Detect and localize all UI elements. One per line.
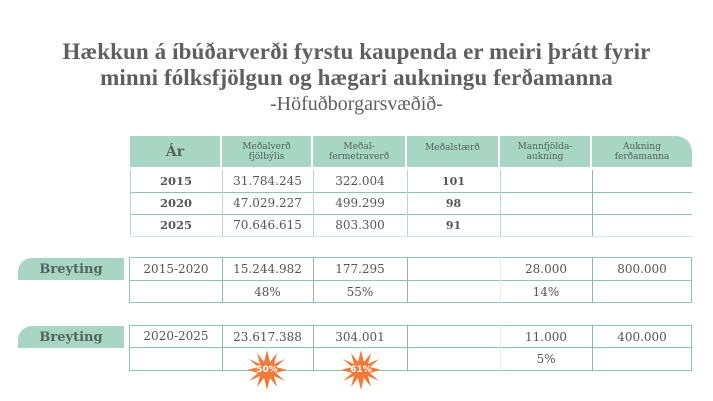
cell-avg-sqm-price: 322.004 (335, 174, 385, 188)
cell-avg-price: 47.029.227 (233, 196, 302, 210)
title-line-2: minni fólksfjölgun og hægari aukningu ferðamanna (100, 65, 613, 90)
cell-avg-size: 98 (445, 196, 462, 210)
cell-pct-avg-price: 48% (254, 285, 281, 299)
col-divider (500, 170, 501, 236)
header-avg-sqm-price (313, 136, 405, 167)
cell-avg-price: 70.646.615 (233, 218, 302, 232)
change-label: Breyting (18, 326, 124, 348)
col-divider (407, 257, 408, 303)
col-divider (592, 170, 593, 236)
header-pop-growth-l1: Mannfjölda- (517, 141, 573, 152)
header-year-label: Ár (165, 143, 185, 160)
cell-avg-size: 91 (445, 218, 462, 232)
cell-pop-growth: 28.000 (525, 262, 567, 276)
cell-year: 2020 (159, 196, 192, 210)
subtitle: -Höfuðborgarsvæðið- (270, 93, 443, 115)
row-divider (129, 280, 692, 281)
cell-pct-pop-growth: 14% (532, 285, 560, 299)
title-line-1: Hækkun á íbúðarverði fyrstu kaupenda er meiri þrátt fyrir (62, 39, 651, 64)
cell-avg-sqm-price: 499.299 (335, 196, 385, 210)
header-tourist-growth (592, 136, 692, 167)
header-avg-size-label: Meðalstærð (425, 143, 480, 153)
cell-period: 2020-2025 (143, 329, 209, 343)
cell-tourist-growth: 800.000 (617, 262, 667, 276)
col-divider (407, 325, 408, 371)
header-pop-growth-l2: aukning (526, 151, 564, 162)
star-label: 61% (350, 365, 372, 375)
cell-tourist-growth: 400.000 (617, 330, 667, 344)
header-avg-sqm-price-l2: fermetraverð (328, 151, 390, 162)
cell-avg-price-change: 23.617.388 (233, 330, 302, 344)
header-avg-size (407, 136, 498, 167)
row-divider (130, 236, 692, 237)
header-avg-sqm-price-l1: Meðal- (343, 141, 375, 152)
cell-year: 2025 (159, 218, 192, 232)
cell-pct-pop-growth: 5% (536, 352, 556, 366)
cell-avg-sqm-price: 803.300 (335, 218, 385, 232)
header-tourist-growth-l2: ferðamanna (614, 151, 670, 162)
cell-avg-price-change: 15.244.982 (233, 262, 302, 276)
star-label: 50% (256, 365, 278, 375)
header-year (130, 136, 220, 167)
header-tourist-growth-l1: Aukning (623, 141, 661, 152)
change-label: Breyting (18, 258, 124, 280)
cell-period: 2015-2020 (143, 262, 209, 276)
star-burst-badge-avg-sqm-price (341, 350, 381, 390)
cell-avg-size: 101 (442, 174, 465, 188)
cell-year: 2015 (159, 174, 192, 188)
cell-pct-avg-sqm-price: 55% (346, 285, 374, 299)
cell-pop-growth: 11.000 (525, 330, 567, 344)
cell-avg-sqm-price-change: 177.295 (335, 262, 385, 276)
header-avg-price (222, 136, 311, 167)
header-avg-price-l1: Meðalverð (242, 141, 291, 152)
header-avg-price-l2: fjölbýlis (248, 151, 285, 162)
cell-avg-price: 31.784.245 (233, 174, 302, 188)
cell-avg-sqm-price-change: 304.001 (335, 330, 385, 344)
header-pop-growth (500, 136, 590, 167)
star-burst-badge-avg-price (247, 350, 287, 390)
